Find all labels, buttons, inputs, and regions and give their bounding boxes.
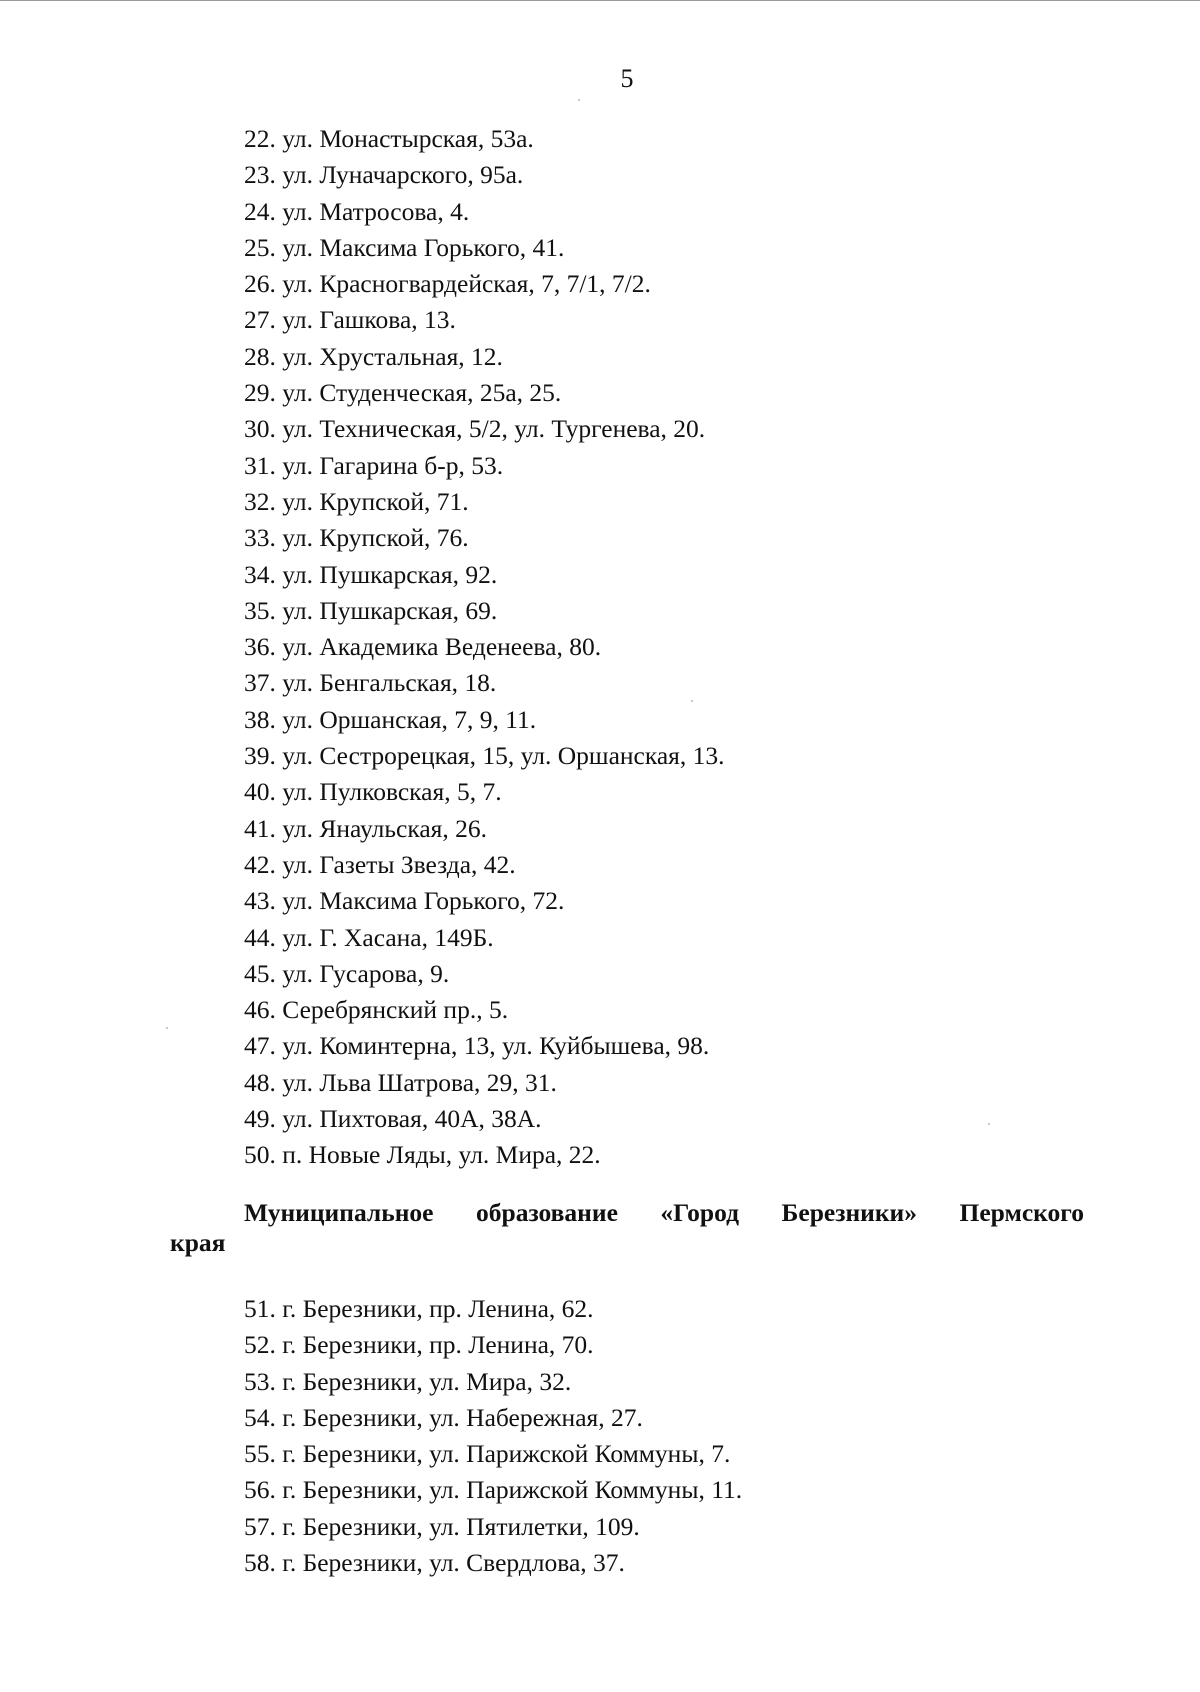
heading-word: «Город bbox=[660, 1198, 740, 1227]
list-item: 26. ул. Красногвардейская, 7, 7/1, 7/2. bbox=[244, 269, 651, 299]
list-item: 24. ул. Матросова, 4. bbox=[244, 196, 470, 226]
list-item: 52. г. Березники, пр. Ленина, 70. bbox=[244, 1330, 594, 1360]
list-item: 34. ул. Пушкарская, 92. bbox=[244, 559, 498, 589]
heading-word: образование bbox=[476, 1198, 618, 1227]
heading-word: Муниципальное bbox=[244, 1198, 434, 1227]
list-item: 49. ул. Пихтовая, 40А, 38А. bbox=[244, 1104, 542, 1134]
list-item: 50. п. Новые Ляды, ул. Мира, 22. bbox=[244, 1140, 601, 1170]
address-list-part-2 bbox=[244, 1291, 742, 1581]
list-item: 29. ул. Студенческая, 25а, 25. bbox=[244, 378, 562, 408]
heading-word: Пермского bbox=[959, 1198, 1084, 1227]
list-item: 53. г. Березники, ул. Мира, 32. bbox=[244, 1366, 572, 1396]
list-item: 51. г. Березники, пр. Ленина, 62. bbox=[244, 1294, 594, 1323]
list-item: 41. ул. Янаульская, 26. bbox=[244, 813, 488, 843]
page-top-edge bbox=[0, 0, 1200, 1]
list-item: 37. ул. Бенгальская, 18. bbox=[244, 668, 497, 698]
scan-speck bbox=[691, 700, 693, 702]
list-item: 38. ул. Оршанская, 7, 9, 11. bbox=[244, 704, 537, 734]
list-item: 43. ул. Максима Горького, 72. bbox=[244, 886, 565, 916]
list-item: 32. ул. Крупской, 71. bbox=[244, 486, 469, 516]
list-item: 46. Серебрянский пр., 5. bbox=[244, 995, 509, 1025]
list-item: 42. ул. Газеты Звезда, 42. bbox=[244, 849, 516, 879]
section-heading bbox=[170, 1198, 1084, 1258]
list-item: 25. ул. Максима Горького, 41. bbox=[244, 232, 565, 262]
list-item: 28. ул. Хрустальная, 12. bbox=[244, 341, 503, 371]
list-item: 23. ул. Луначарского, 95а. bbox=[244, 160, 524, 190]
list-item: 44. ул. Г. Хасана, 149Б. bbox=[244, 922, 494, 952]
scan-speck bbox=[578, 99, 580, 101]
list-item: 48. ул. Льва Шатрова, 29, 31. bbox=[244, 1067, 557, 1097]
list-item: 54. г. Березники, ул. Набережная, 27. bbox=[244, 1402, 643, 1432]
list-item: 31. ул. Гагарина б-р, 53. bbox=[244, 450, 504, 480]
list-item: 35. ул. Пушкарская, 69. bbox=[244, 595, 498, 625]
list-item: 58. г. Березники, ул. Свердлова, 37. bbox=[244, 1548, 625, 1578]
section-heading-line-2: края bbox=[170, 1228, 226, 1257]
list-item: 45. ул. Гусарова, 9. bbox=[244, 958, 450, 988]
list-item: 36. ул. Академика Веденеева, 80. bbox=[244, 632, 602, 662]
list-item: 55. г. Березники, ул. Парижской Коммуны, 7. bbox=[244, 1439, 731, 1469]
list-item: 33. ул. Крупской, 76. bbox=[244, 523, 469, 553]
page-number: 5 bbox=[620, 64, 634, 93]
list-item: 47. ул. Коминтерна, 13, ул. Куйбышева, 98. bbox=[244, 1031, 710, 1061]
section-heading-line-1 bbox=[170, 1198, 1084, 1228]
list-item: 30. ул. Техническая, 5/2, ул. Тургенева, 20. bbox=[244, 414, 706, 444]
list-item: 56. г. Березники, ул. Парижской Коммуны, 11. bbox=[244, 1475, 743, 1505]
list-item: 40. ул. Пулковская, 5, 7. bbox=[244, 777, 502, 807]
scan-speck bbox=[988, 1123, 990, 1125]
scan-speck bbox=[166, 1027, 168, 1029]
list-item: 39. ул. Сестрорецкая, 15, ул. Оршанская, 13. bbox=[244, 741, 725, 771]
list-item: 57. г. Березники, ул. Пятилетки, 109. bbox=[244, 1511, 640, 1541]
list-item: 22. ул. Монастырская, 53а. bbox=[244, 124, 534, 153]
heading-word: Березники» bbox=[781, 1198, 917, 1227]
address-list-part-1 bbox=[244, 121, 725, 1174]
list-item: 27. ул. Гашкова, 13. bbox=[244, 305, 456, 335]
